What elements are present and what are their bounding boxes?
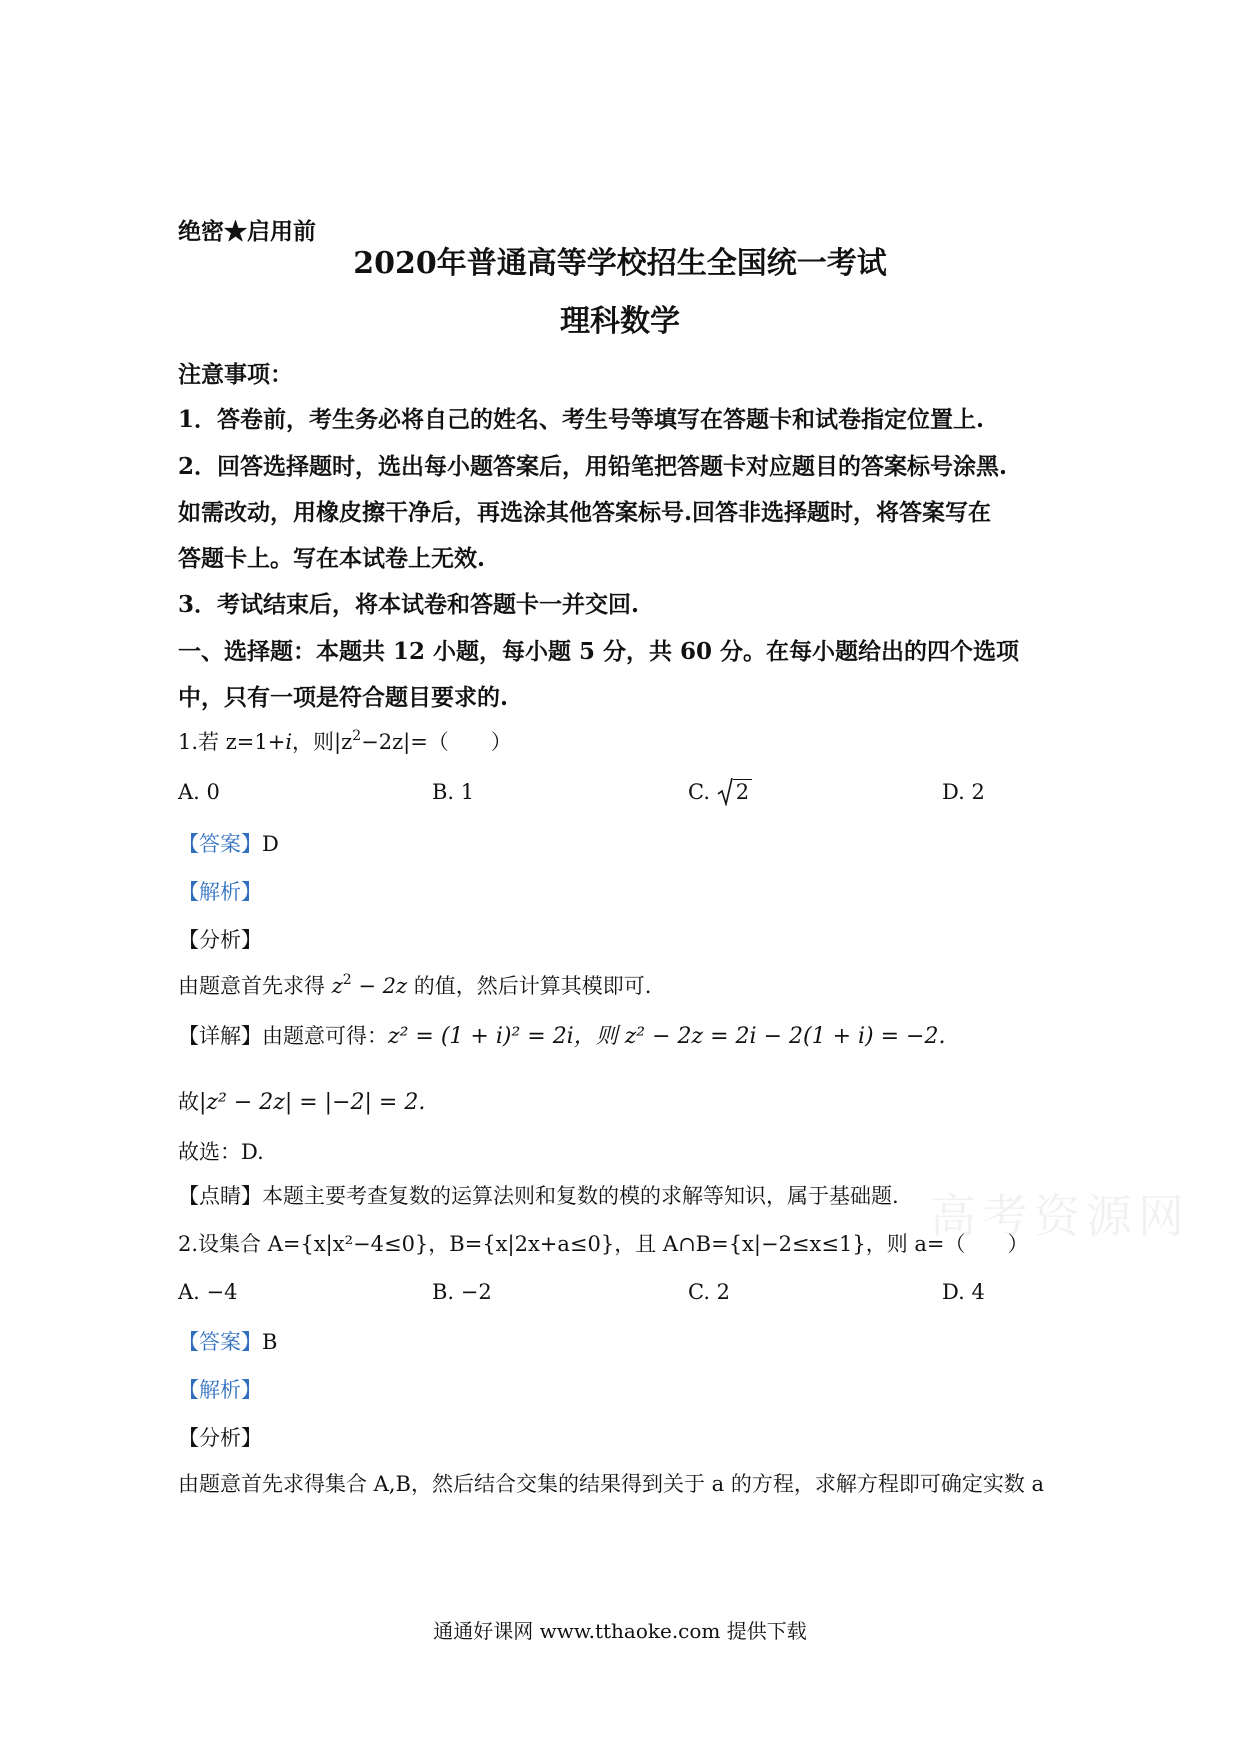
exam-subtitle: 理科数学 bbox=[560, 304, 680, 339]
q1-option-a: A. 0 bbox=[178, 780, 220, 804]
q1-analysis-tag: 【解析】 bbox=[178, 880, 262, 904]
q2-fenxi-tag: 【分析】 bbox=[178, 1426, 262, 1450]
q1-choose: 故选：D. bbox=[178, 1140, 264, 1164]
q2-analysis-tag: 【解析】 bbox=[178, 1378, 262, 1402]
answer-tag: 【答案】 bbox=[178, 1330, 262, 1354]
q2-answer: 【答案】B bbox=[178, 1330, 278, 1354]
q2-option-b: B. −2 bbox=[432, 1280, 492, 1304]
notice-heading: 注意事项： bbox=[178, 361, 293, 388]
q1-option-d: D. 2 bbox=[942, 780, 985, 804]
q1-fenxi-tag: 【分析】 bbox=[178, 928, 262, 952]
notice-item: 3．考试结束后，将本试卷和答题卡一并交回. bbox=[178, 591, 640, 618]
question-1-stem: 1.若 z=1+i，则$|z^2-2z|=$（ ） bbox=[178, 728, 512, 754]
page-footer: 通通好课网 www.tthaoke.com 提供下载 bbox=[433, 1619, 807, 1643]
sqrt-sign: 2 bbox=[717, 776, 752, 808]
section-heading: 一、选择题：本题共 12 小题，每小题 5 分，共 60 分。在每小题给出的四个选项 bbox=[178, 638, 1020, 665]
watermark: 高考资源网 bbox=[930, 1189, 1190, 1243]
question-2-stem: 2.设集合 A={x|x²−4≤0}，B={x|2x+a≤0}，且 A∩B={x|−2≤x≤1}，则 a=（ ） bbox=[178, 1232, 1029, 1256]
q2-option-a: A. −4 bbox=[178, 1280, 238, 1304]
q1-detail: 【详解】由题意可得：z² = (1 + i)² = 2i，则 z² − 2z = 2i − 2(1 + i) = −2. bbox=[178, 1024, 946, 1049]
q1-therefore: 故|z² − 2z| = |−2| = 2. bbox=[178, 1090, 426, 1115]
q1-option-b: B. 1 bbox=[432, 780, 475, 804]
q2-option-d: D. 4 bbox=[942, 1280, 985, 1304]
exam-title: 2020年普通高等学校招生全国统一考试 bbox=[353, 246, 887, 281]
notice-item: 答题卡上。写在本试卷上无效. bbox=[178, 545, 486, 572]
notice-item: 如需改动，用橡皮擦干净后，再选涂其他答案标号.回答非选择题时，将答案写在 bbox=[178, 499, 992, 526]
notice-item: 2．回答选择题时，选出每小题答案后，用铅笔把答题卡对应题目的答案标号涂黑. bbox=[178, 453, 1008, 480]
q1-option-c: C. 2 bbox=[688, 776, 752, 808]
answer-tag: 【答案】 bbox=[178, 832, 262, 856]
q1-comment: 【点睛】本题主要考查复数的运算法则和复数的模的求解等知识，属于基础题. bbox=[178, 1184, 899, 1208]
q2-option-c: C. 2 bbox=[688, 1280, 731, 1304]
section-heading-cont: 中，只有一项是符合题目要求的. bbox=[178, 684, 509, 711]
q1-fenxi-text: 由题意首先求得 $z^2 - 2z$ 的值，然后计算其模即可. bbox=[178, 972, 652, 998]
q2-fenxi-text: 由题意首先求得集合 A,B，然后结合交集的结果得到关于 a 的方程，求解方程即可确定实数 a bbox=[178, 1472, 1045, 1496]
notice-item: 1．答卷前，考生务必将自己的姓名、考生号等填写在答题卡和试卷指定位置上. bbox=[178, 406, 985, 433]
secret-label: 绝密★启用前 bbox=[178, 218, 316, 245]
q1-answer: 【答案】D bbox=[178, 832, 279, 856]
